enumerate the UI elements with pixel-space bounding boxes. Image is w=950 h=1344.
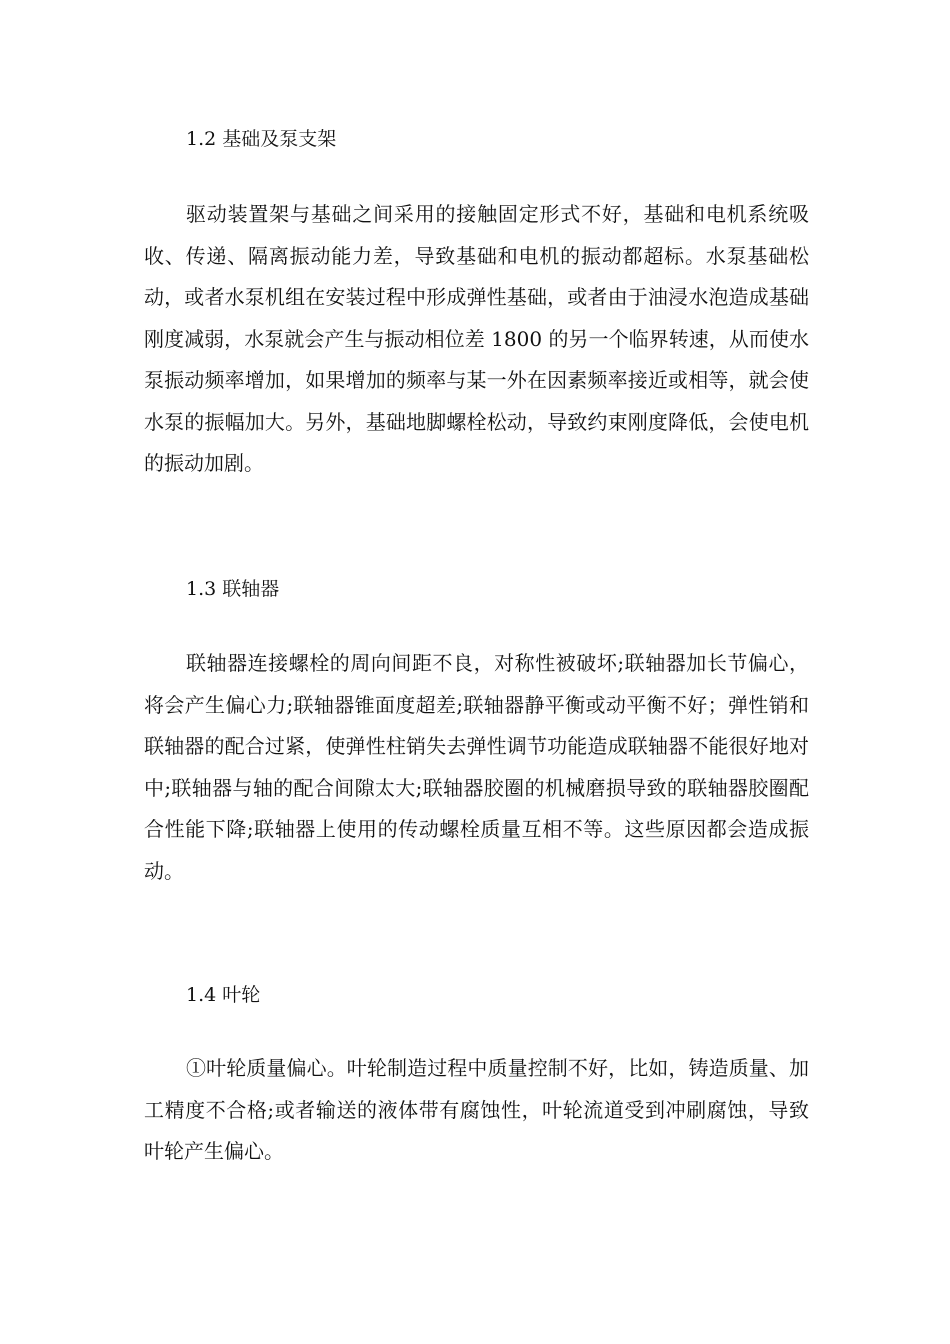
section-heading-1-2: 1.2 基础及泵支架 xyxy=(186,128,337,150)
section-paragraph-1-2: 驱动装置架与基础之间采用的接触固定形式不好，基础和电机系统吸收、传递、隔离振动能力差，导致基础和电机的振动都超标。水泵基础松动，或者水泵机组在安装过程中形成弹性基础，或者由于油浸水泡造成基础刚度减弱，水泵就会产生与振动相位差 1800 的另一个临界转速，从而使水泵振动频率增加，如果增加的频率与某一外在因素频率接近或相等，就会使水泵的振幅加大。另外，基础地脚螺栓松动，导致约束刚度降低，会使电机的振动加剧。 xyxy=(144,202,809,475)
section-heading-1-3: 1.3 联轴器 xyxy=(186,578,280,600)
section-heading-1-4: 1.4 叶轮 xyxy=(186,984,261,1006)
section-paragraph-1-4: ①叶轮质量偏心。叶轮制造过程中质量控制不好，比如，铸造质量、加工精度不合格;或者输送的液体带有腐蚀性，叶轮流道受到冲刷腐蚀，导致叶轮产生偏心。 xyxy=(144,1056,809,1163)
section-paragraph-1-3: 联轴器连接螺栓的周向间距不良，对称性被破坏;联轴器加长节偏心，将会产生偏心力;联轴器锥面度超差;联轴器静平衡或动平衡不好；弹性销和联轴器的配合过紧，使弹性柱销失去弹性调节功能造成联轴器不能很好地对中;联轴器与轴的配合间隙太大;联轴器胶圈的机械磨损导致的联轴器胶圈配合性能下降;联轴器上使用的传动螺栓质量互相不等。这些原因都会造成振动。 xyxy=(144,651,809,883)
